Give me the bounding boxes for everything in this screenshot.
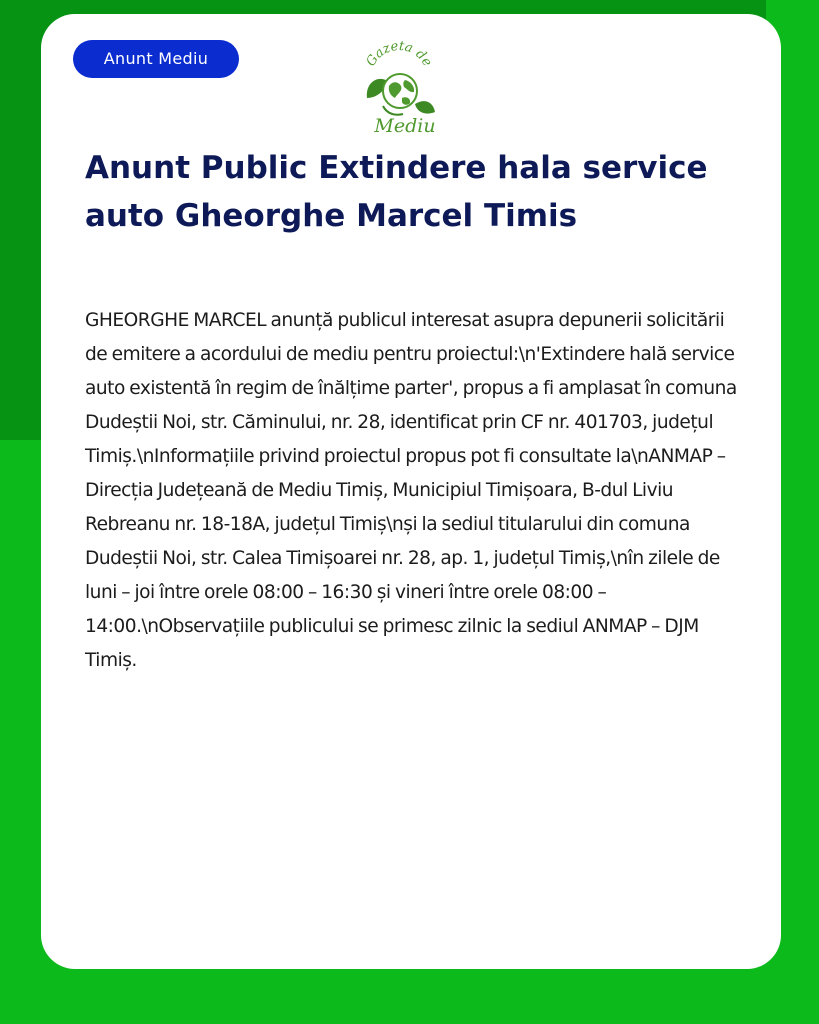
announcement-body: GHEORGHE MARCEL anunță publicul interesat asupra depunerii solicitării de emitere a acordului de mediu pentru proiectul:\n'Extindere hală service auto existentă în regim de înălțime parter', propus a fi amplasat în comuna Dudeștii Noi, str. Căminului, nr. 28, identificat prin CF nr. 401703, județul Timiș.\nInformațiile privind proiectul propus pot fi consultate la\nANMAP – Direcția Județeană de Mediu Timiș, Municipiul Timișoara, B-dul Liviu Rebreanu nr. 18-18A, județul Timiș\nși la sediul titularului din comuna Dudeștii Noi, str. Calea Timișoarei nr. 28, ap. 1, județul Timiș,\nîn zilele de luni – joi între orele 08:00 – 16:30 și vineri între orele 08:00 – 14:00.\nObservațiile publicului se primesc zilnic la sediul ANMAP – DJM Timiș.: [85, 310, 737, 671]
announcement-title: Anunt Public Extindere hala service auto Gheorghe Marcel Timis: [85, 150, 708, 234]
category-badge[interactable]: Anunt Mediu: [73, 40, 239, 78]
svg-text:Gazeta de: [363, 39, 434, 70]
logo-text-top: Gazeta de: [363, 38, 435, 70]
gazeta-de-mediu-logo[interactable]: [353, 36, 445, 136]
logo-text-bottom: Mediu: [374, 115, 436, 136]
globe-leaf-icon: [353, 36, 445, 136]
announcement-card: [41, 14, 781, 969]
